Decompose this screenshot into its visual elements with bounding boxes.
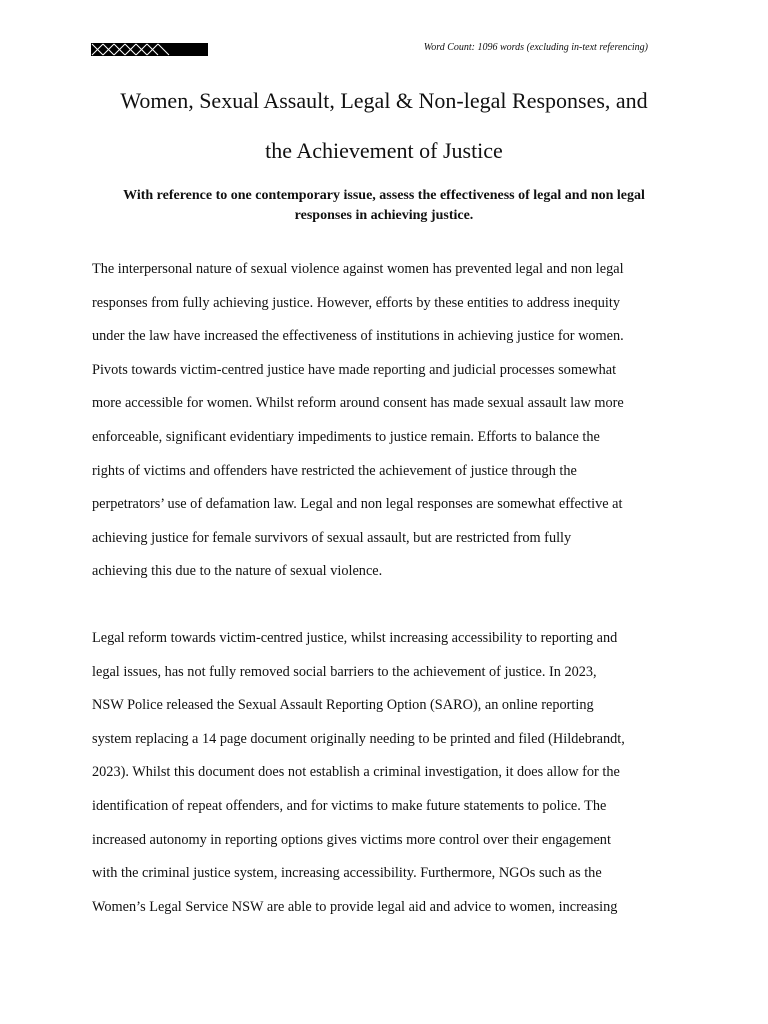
paragraph-line: 2023). Whilst this document does not establish a criminal investigation, it does allow for the	[92, 764, 620, 781]
paragraph-line: more accessible for women. Whilst reform around consent has made sexual assault law more	[92, 395, 624, 412]
paragraph-line: perpetrators’ use of defamation law. Legal and non legal responses are somewhat effective at	[92, 496, 623, 513]
document-title-line: Women, Sexual Assault, Legal & Non-legal Responses, and	[120, 88, 648, 113]
paragraph-line: identification of repeat offenders, and for victims to make future statements to police. The	[92, 798, 607, 814]
paragraph-line: The interpersonal nature of sexual violence against women has prevented legal and non legal	[92, 261, 624, 277]
paragraph-line: enforceable, significant evidentiary impediments to justice remain. Efforts to balance the	[92, 429, 600, 445]
paragraph-line: under the law have increased the effectiveness of institutions in achieving justice for women.	[92, 328, 624, 345]
paragraph-line: system replacing a 14 page document originally needing to be printed and filed (Hildebrandt,	[92, 730, 625, 747]
paragraph-line: increased autonomy in reporting options gives victims more control over their engagement	[92, 831, 611, 848]
paragraph-line: Legal reform towards victim-centred justice, whilst increasing accessibility to reporting and	[92, 630, 618, 646]
paragraph-line: legal issues, has not fully removed social barriers to the achievement of justice. In 2023,	[92, 663, 597, 680]
paragraph-line: rights of victims and offenders have restricted the achievement of justice through the	[92, 462, 577, 479]
essay-question-line: With reference to one contemporary issue, assess the effectiveness of legal and non legal	[123, 188, 645, 203]
essay-question-line: responses in achieving justice.	[294, 208, 474, 223]
paragraph-line: achieving this due to the nature of sexual violence.	[92, 563, 383, 580]
paragraph-line: achieving justice for female survivors of sexual assault, but are restricted from fully	[92, 529, 572, 546]
redacted-name-bar	[91, 43, 208, 56]
document-title-line: the Achievement of Justice	[265, 138, 503, 163]
paragraph-line: Pivots towards victim-centred justice have made reporting and judicial processes somewhat	[92, 361, 617, 378]
redaction-pattern-icon	[91, 43, 208, 56]
paragraph-line: responses from fully achieving justice. However, efforts by these entities to address inequity	[92, 294, 621, 311]
word-count-label: Word Count: 1096 words (excluding in-text referencing)	[423, 42, 648, 53]
paragraph-line: Women’s Legal Service NSW are able to provide legal aid and advice to women, increasing	[92, 898, 618, 915]
paragraph-line: with the criminal justice system, increasing accessibility. Furthermore, NGOs such as the	[92, 865, 602, 882]
paragraph-line: NSW Police released the Sexual Assault Reporting Option (SARO), an online reporting	[92, 697, 594, 714]
